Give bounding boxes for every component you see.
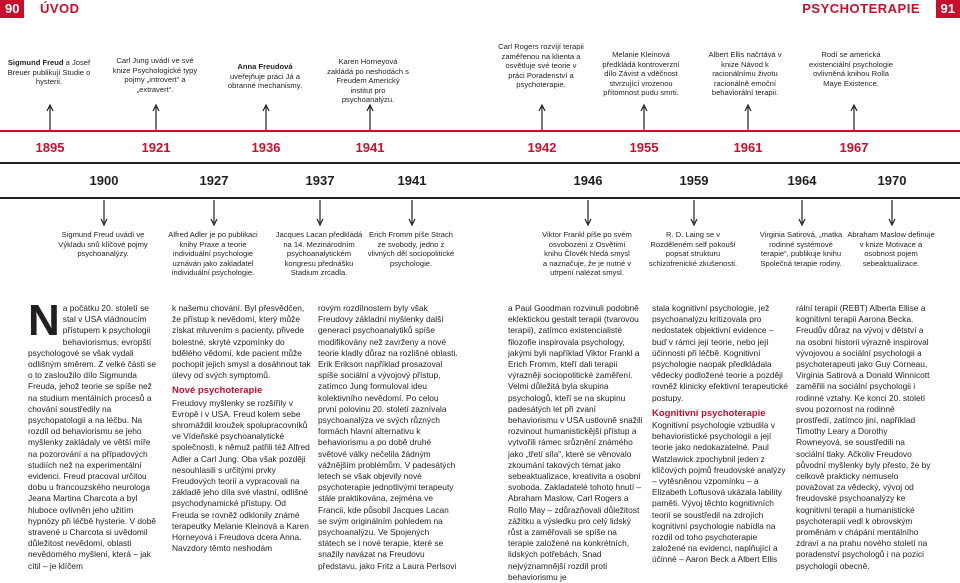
down-arrow-icon [798,200,806,226]
year-label: 1967 [839,140,869,155]
bottom-note-1964: Virginia Satirová, „matka rodinné systémové terapie“, publikuje knihu Společná terapie rodiny. [759,230,843,268]
page-number-right: 91 [936,0,960,18]
drop-cap: N [28,296,60,345]
body-paragraph: stala kognitivní psychologie, jež psychoanalýzu kritizovala pro nedostatek objektivní evidence – buď v rámci její teorie, nebo její účinnosti při léčbě. Kognitivní psychologie naopak předkládala vědecky podložené teorie a později rovněž klinicky efektivní terapeutické postupy. [652,303,788,403]
up-arrow-icon [850,104,858,132]
bottom-note-1941: Erich Fromm píše Strach ze svobody, jedno z vlivných děl sociopolitické psychologie. [367,230,455,268]
bottom-note-1959: R. D. Laing se v Rozděleném self pokouší popsat strukturu schizofrenické zkušenosti. [648,230,738,268]
timeline-rule-bottom [0,197,960,199]
down-arrow-icon [690,200,698,226]
year-label: 1955 [629,140,659,155]
timeline-rule-top [0,130,960,132]
year-label: 1941 [397,173,427,188]
down-arrow-icon [584,200,592,226]
year-label: 1964 [787,173,817,188]
year-label: 1937 [305,173,335,188]
body-paragraph: a Paul Goodman rozvinuli podobně eklektickou gestalt terapii (tvarovou terapii), zatímco existencialisté filozofie inspirovala psychology, jakými byli například Viktor Frankl a Erich Fromm, kteří dali terapii výrazněji sociopolitické zaměření. Velmi důležitá byla skupina psychologů, kteří se na skupinu padesátých let při zvaní behaviorismu v USA ustlovně snažili rozvinout humanistickější přístup a vytvořili rámec srůznění známého jako „třetí síla“, které se věnovalo zkoumání takových témat jako sebeaktualizace, kreativita a osobní svoboda. Zakladatelé tohoto hnutí – Abraham Maslow, Carl Rogers a Rollo May – zdůrazňovali důležitost zážitku a výsledku pro celý lidský růst a zaměřovali se spíše na terapie založené na konkrétních, lidských potřebách. Snad nejvýznamnější rozdíl proti behaviorismu je [508,303,643,582]
down-arrow-icon [888,200,896,226]
year-label: 1942 [527,140,557,155]
up-arrow-icon [640,104,648,132]
down-arrow-icon [100,200,108,226]
up-arrow-icon [262,104,270,132]
top-note-1942: Carl Rogers rozvíjí terapii zaměřenou na klienta a osvětluje své teorie v práci Poradenství a psychoterapie. [498,42,584,89]
section-title-right: PSYCHOTERAPIE [802,1,920,16]
section-heading: Nové psychoterapie [172,385,263,397]
body-column-6 [796,303,932,571]
section-heading: Kognitivní psychoterapie [652,407,766,419]
top-note-1941: Karen Horneyová zakládá po neshodách s Freudem Americký institut pro psychoanalýzu. [327,57,409,104]
year-label: 1970 [877,173,907,188]
down-arrow-icon [408,200,416,226]
up-arrow-icon [152,104,160,132]
body-column-4 [508,303,644,582]
bottom-note-1927: Alfred Adler je po publikaci knihy Praxe a teorie individuální psychologie uznáván jako zakladatel individuální psychologie. [168,230,258,277]
body-paragraph: k našemu chování. Byl přesvědčen, že přístup k nevědomí, který může získat mluvením s pacienty, přivede bolestné, skryté vzpomínky do bdělého vědomí, kde pacient může pochopit jejich smysl a dosáhnout tak úlevy od svých symptomů. [172,303,311,381]
body-column-1 [28,296,162,571]
up-arrow-icon [46,104,54,132]
top-note-1967: Rodí se americká existenciální psychologie ovlivněná knihou Rolla Maye Existence. [808,50,893,88]
page-header [0,0,960,18]
section-title-left: ÚVOD [40,1,80,16]
timeline-rule-middle [0,162,960,164]
timeline-years-top [0,133,960,163]
down-arrow-icon [210,200,218,226]
body-paragraph: Freudovy myšlenky se rozšířily v Evropě i v USA. Freud kolem sebe shromáždil kroužek spolupracovníků ve Vídeňské psychoanalytické společnosti, k němuž patřili též Alfred Adler a Carl Jung. Oba však později nesouhlasili s určitými prvky Freudových teorií a vypracovali na základě jeho díla své vlastní, odlišné psychodynamické přístupy. Od Freuda se rovněž odklonily známé terapeutky Melanie Kleinová a Karen Horneyová i Freudova dcera Anna. Navzdory těmto neshodám [172,397,310,554]
up-arrow-icon [366,104,374,132]
top-note-1955: Melanie Kleinová předkládá kontroverzní dílo Závist a vděčnost stvrzující vrozenou přítomnost pudu smrti. [602,50,680,97]
year-label: 1941 [355,140,385,155]
year-label: 1946 [573,173,603,188]
year-label: 1936 [251,140,281,155]
up-arrow-icon [538,104,546,132]
timeline-years-bottom [0,166,960,196]
up-arrow-icon [744,104,752,132]
body-column-5 [652,303,788,565]
bottom-note-1970: Abraham Maslow definuje v knize Motivace a osobnost pojem sebeaktualizace. [847,230,935,268]
year-label: 1900 [89,173,119,188]
top-note-1921: Carl Jung uvádí ve své knize Psychologické typy pojmy „introvert“ a „extravert“. [112,56,198,94]
body-column-3 [318,303,458,571]
year-label: 1895 [35,140,65,155]
body-paragraph: rální terapii (REBT) Alberta Ellise a kognitivní terapii Aarona Becka. Freudův důraz na vývoj v dětství a na osobní historii výrazně inspiroval vývojovou a sociální psychologii a psychoterapeuti jako Guy Corneau, Virginia Satirová a Donald Winnicott zaměřili na sociální psychologii i rodinné vztahy. Ke konci 20. století svou pozornost na rodinné prostředí, zatímco jiní, například Timothy Leary a Dorothy Rowneyová, se soustředili na sociální tlaky. Ačkoliv Freudovo původní myšlenky byly přesto, že by celkově prakticky nemuselo považovat za vědecký, vývoj od freudovské psychoanalýzy ke kognitivní terapii a humanistické psychoterapii vedl k obrovským proměnám v chápání mentálního zdraví a na prahu nového století na poradenství psychologů i na pozici psychologii obecně. [796,303,931,571]
top-note-1895: Sigmund Freud a Josef Breuer publikují Studie o hysterii. [7,58,91,86]
year-label: 1959 [679,173,709,188]
body-column-2 [172,303,312,554]
bottom-note-1900: Sigmund Freud uvádí ve Výkladu snů klíčové pojmy psychoanalýzy. [58,230,148,258]
body-paragraph: a počátku 20. století se stal v USA vládnoucím přístupem k psychologii behaviorismus, evropští psychologové se však vydali odlišným směrem. Z velké části se o to zasloužilo dílo Sigmunda Freuda, jehož teorie se spíše než na studium mentálních procesů a chování soustředily na psychopatologii a na léčbu. Na rozdíl od behaviorismu se jeho myšlenky zakládaly ve větší míře na pozorování a na případových studiích než na experimentální evidenci. Freud pracoval určitou dobu u francouzského neurologa Jeana Martina Charcota a byl hluboce ovlivněn jeho užitím hypnózy při léčbě hysterie. V době stravené u Charcota si uvědomil důležitost nevědomí, oblasti nevědomého myšlení, která – jak cítil – je klíčem [28,303,157,571]
body-paragraph: Kognitivní psychologie vzbudila v behavioristické psychologii a její teorie jako nedokazatelné. Paul Watzlawick zpochybnil jeden z klíčových pojmů freudovské analýzy – vytěsněnou vzpomínku – a Elizabeth Loftusová ukázala lability paměti. Vývoj těchto kognitivních teorií se soustředil na zdrojích kognitivní psychologie nabídla na rozdíl od toho psychoterapie založené na evidenci, naplňující a účinné – Aaron Beck a Albert Ellis [652,420,786,565]
year-label: 1961 [733,140,763,155]
body-paragraph: rovým rozdílnostem byly však Freudovy základní myšlenky další generací psychoanalytiků spíše modifikovány než zavrženy a nové teorie kladly důraz na rozlišné oblasti. Erik Erikson například prosazoval spíše sociální a vývojový přístup, zatímco Jung formuloval ideu kolektivního nevědomí. Po celou první polovinu 20. století zaznívala psychoanalýza ve svých různých formách hlavní alternativu k behaviorismu a po době druhé světové války nečelila žádným vážnějším problémům. V padesátých letech se však objevily nové psychoterapie jednotlivými terapeuty stále praktikována, zejména ve Francii, kde působil Jacques Lacan se svým originálním pohledem na psychoanalýzu. Ve Spojených státech se i nové terapie, které se snažily navázat na Freudovu představu, jako Fritz a Laura Perlsovi [318,303,458,571]
year-label: 1921 [141,140,171,155]
year-label: 1927 [199,173,229,188]
top-note-1961: Albert Ellis načrtává v knize Návod k racionálnímu životu racionálně emoční behaviorální terapii. [708,50,782,97]
page-number-left: 90 [0,0,24,18]
bottom-note-1937: Jacques Lacan předkládá na 14. Mezinárodním psychoanalytickém kongresu přednášku Stadium zrcadla. [275,230,363,277]
top-note-1936: Anna Freudová uveřejňuje práci Já a obranné mechanismy. [227,62,303,90]
bottom-note-1946: Viktor Frankl píše po svém osvobození z Osvětimi knihu Člověk hledá smysl a naznačuje, že je nutné v utrpení nalézat smysl. [542,230,632,277]
down-arrow-icon [316,200,324,226]
